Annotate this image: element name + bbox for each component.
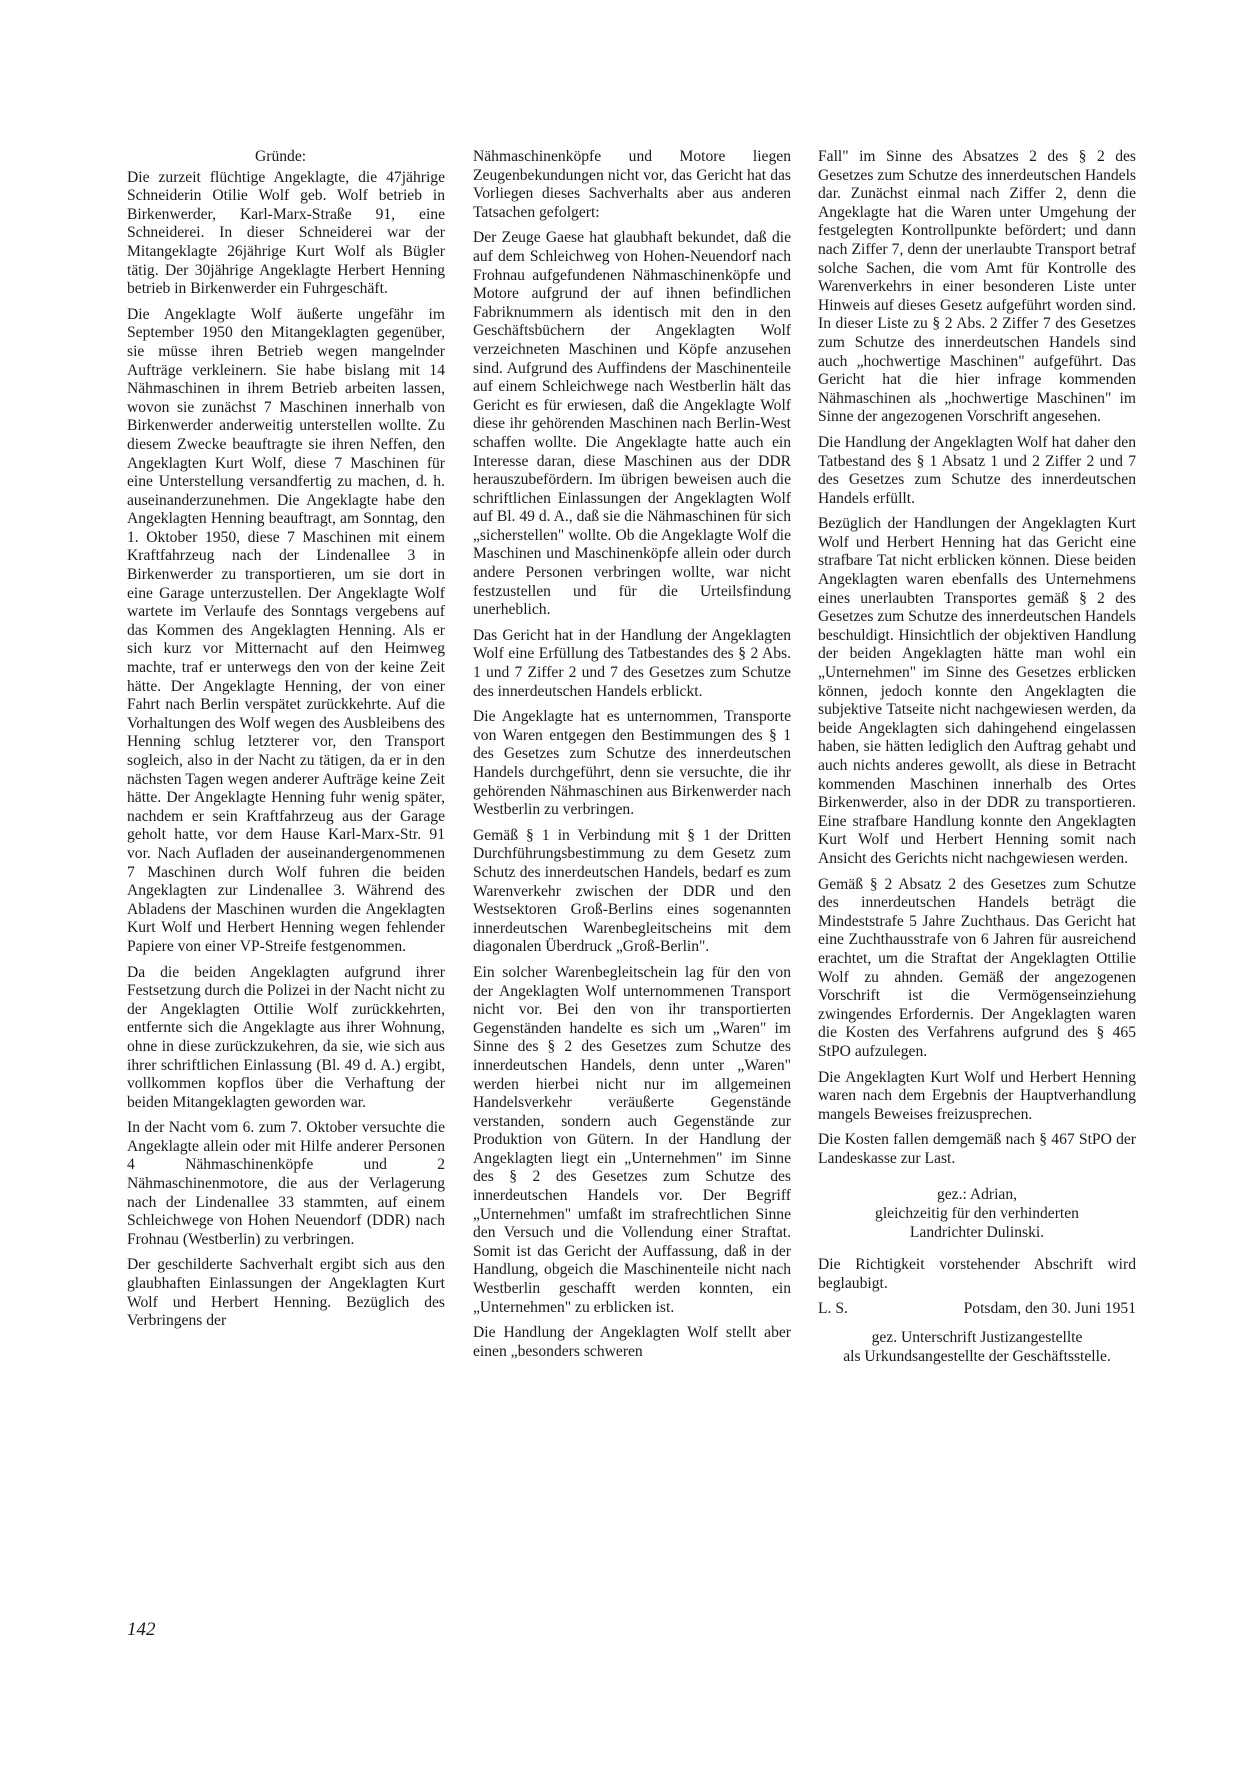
paragraph: Die Angeklagte hat es unternommen, Transporte von Waren entgegen den Bestimmungen des § 1 des Gesetzes zum Schutze des innerdeutschen Handels durchgeführt, denn sie versuchte, die ihr gehörenden Nähmaschinen aus Birkenwerder nach Westberlin zu verbringen. [473, 708, 791, 819]
paragraph: Die Angeklagte Wolf äußerte ungefähr im September 1950 den Mitangeklagten gegenüber, sie müsse ihren Betrieb wegen mangelnder Aufträge verkleinern. Sie habe bislang mit 14 Nähmaschinen in ihrem Betrieb arbeiten lassen, wovon sie zunächst 7 Maschinen innerhalb von Birkenwerder anderweitig unterstellen wollte. Zu diesem Zwecke beauftragte sie ihren Neffen, den Angeklagten Kurt Wolf, diese 7 Maschinen für eine Unterstellung versandfertig zu machen, d. h. auseinanderzunehmen. Die Angeklagte habe den Angeklagten Henning beauftragt, am Sonntag, den 1. Oktober 1950, diese 7 Maschinen mit einem Kraftfahrzeug nach der Lindenallee 3 in Birkenwerder zu transportieren, um sie dort in eine Garage unterzustellen. Der Angeklagte Wolf wartete im Verlaufe des Sonntags vergebens auf das Kommen des Angeklagten Henning. Als er sich kurz vor Mitternacht auf den Heimweg machte, traf er unterwegs den von der keine Zeit hätte. Der Angeklagte Henning, der von einer Fahrt nach Berlin verspätet zurückkehrte. Auf die Vorhaltungen des Wolf wegen des Ausbleibens des Henning schlug letzterer vor, den Transport sogleich, also in der Nacht zu tätigen, da er in den nächsten Tagen wegen anderer Aufträge keine Zeit hätte. Der Angeklagte Henning fuhr wenig später, nachdem er sein Kraftfahrzeug aus der Garage geholt hatte, vor dem Hause Karl-Marx-Str. 91 vor. Nach Aufladen der auseinandergenommenen 7 Maschinen durch Wolf fuhren die beiden Angeklagten zur Lindenallee 3. Während des Abladens der Maschinen wurden die Angeklagten Kurt Wolf und Herbert Henning wegen fehlender Papiere von einer VP-Streife festgenommen. [127, 305, 445, 955]
section-heading: Gründe: [255, 148, 307, 165]
paragraph: Der geschilderte Sachverhalt ergibt sich aus den glaubhaften Einlassungen der Angeklagten Kurt Wolf und Herbert Henning. Bezüglich des Verbringens der [127, 1256, 445, 1330]
column-2 [473, 148, 791, 1368]
paragraph: Da die beiden Angeklagten aufgrund ihrer Festsetzung durch die Polizei in der Nacht nicht zu der Angeklagten Ottilie Wolf zurückkehrten, entfernte sich die Angeklagte aus ihrer Wohnung, ohne in diese zurückzukehren, da sie, wie sich aus ihrer schriftlichen Einlassung (Bl. 49 d. A.) ergibt, vollkommen kopflos über die Verhaftung der beiden Mitangeklagten geworden war. [127, 963, 445, 1111]
paragraph: Fall" im Sinne des Absatzes 2 des § 2 des Gesetzes zum Schutze des innerdeutschen Handels dar. Zunächst einmal nach Ziffer 2, denn die Angeklagte hat die Waren unter Umgehung der festgelegten Kontrollpunkte befördert; und dann nach Ziffer 7, denn der unerlaubte Transport betraf solche Sachen, die vom Amt für Kontrolle des Warenverkehrs in einer besonderen Liste unter Hinweis auf dieses Gesetz aufgeführt worden sind. In dieser Liste zu § 2 Abs. 2 Ziffer 7 des Gesetzes zum Schutze des innerdeutschen Handels sind auch „hochwertige Maschinen" aufgeführt. Das Gericht hat die hier infrage kommenden Nähmaschinen als „hochwertige Maschinen" im Sinne der angezogenen Vorschrift angesehen. [818, 148, 1136, 426]
signature-line: gez.: Adrian, [936, 1186, 1018, 1204]
paragraph: Die zurzeit flüchtige Angeklagte, die 47jährige Schneiderin Otilie Wolf geb. Wolf betrieb in Birkenwerder, Karl-Marx-Straße 91, eine Schneiderei. In dieser Schneiderei war der Mitangeklagte 26jährige Kurt Wolf als Bügler tätig. Der 30jährige Angeklagte Herbert Henning betrieb in Birkenwerder ein Fuhrgeschäft. [127, 168, 445, 298]
paragraph: Die Kosten fallen demgemäß nach § 467 StPO der Landeskasse zur Last. [818, 1131, 1136, 1167]
column-3 [818, 148, 1136, 1366]
paragraph: Gemäß § 2 Absatz 2 des Gesetzes zum Schutze des innerdeutschen Handels beträgt die Mindeststrafe 5 Jahre Zuchthaus. Das Gericht hat eine Zuchthausstrafe von 6 Jahren für ausreichend erachtet, um die Straftat der Angeklagten Ottilie Wolf zu ahnden. Gemäß der angezogenen Vorschrift ist die Vermögenseinziehung zwingendes Erfordernis. Der Angeklagten waren die Kosten des Verfahrens aufgrund des § 465 StPO aufzulegen. [818, 875, 1136, 1060]
column-1 [127, 148, 445, 1338]
paragraph: In der Nacht vom 6. zum 7. Oktober versuchte die Angeklagte allein oder mit Hilfe anderer Personen 4 Nähmaschinenköpfe und 2 Nähmaschinenmotore, die aus der Verlagerung nach der Lindenallee 33 stammten, auf einem Schleichwege von Hohen Neuendorf (DDR) nach Frohnau (Westberlin) zu verbringen. [127, 1119, 445, 1248]
clerk-signature [818, 1329, 1136, 1366]
paragraph: Die Angeklagten Kurt Wolf und Herbert Henning waren nach dem Ergebnis der Hauptverhandlung mangels Beweises freizusprechen. [818, 1068, 1136, 1123]
paragraph: Das Gericht hat in der Handlung der Angeklagten Wolf eine Erfüllung des Tatbestandes des § 2 Abs. 1 und 7 Ziffer 2 und 7 des Gesetzes zum Schutze des innerdeutschen Handels erblickt. [473, 626, 791, 700]
certification-text: Die Richtigkeit vorstehender Abschrift wird beglaubigt. [818, 1256, 1136, 1292]
signature-line: gez. Unterschrift Justizangestellte [871, 1329, 1083, 1347]
page-number: 142 [127, 1619, 156, 1640]
judge-signature [818, 1186, 1136, 1242]
paragraph: Ein solcher Warenbegleitschein lag für den von der Angeklagten Wolf unternommenen Transport nicht vor. Bei den von ihr transportierten Gegenständen handelte es sich um „Waren" im Sinne des § 2 des Gesetzes zum Schutze des innerdeutschen Handels, denn unter „Waren" werden hierbei nicht nur im allgemeinen Handelsverkehr veräußerte Gegenstände verstanden, sondern auch Gegenstände zur Produktion von Gütern. In der Handlung der Angeklagten liegt ein „Unternehmen" im Sinne des § 2 des Gesetzes zum Schutze des innerdeutschen Handels vor. Der Begriff „Unternehmen" umfaßt im strafrechtlichen Sinne den Versuch und die Vollendung einer Straftat. Somit ist das Gericht der Auffassung, daß in der Handlung, obgeich die Maschinenteile nicht nach Westberlin geschafft werden konnten, ein „Unternehmen" zu erblicken ist. [473, 963, 791, 1316]
signature-line: als Urkundsangestellte der Geschäftsstelle. [843, 1347, 1111, 1365]
seal-date-line [818, 1300, 1136, 1319]
seal-label: L. S. [818, 1300, 848, 1318]
paragraph: Gemäß § 1 in Verbindung mit § 1 der Dritten Durchführungsbestimmung zu dem Gesetz zum Schutz des innerdeutschen Handels, bedarf es zum Warenverkehr zwischen der DDR und den Westsektoren Groß-Berlins eines sogenannten innerdeutschen Warenbegleitscheins mit dem diagonalen Überdruck „Groß-Berlin". [473, 826, 791, 956]
paragraph: Nähmaschinenköpfe und Motore liegen Zeugenbekundungen nicht vor, das Gericht hat das Vorliegen dieses Sachverhalts aber aus anderen Tatsachen gefolgert: [473, 148, 791, 221]
signature-line: Landrichter Dulinski. [909, 1223, 1045, 1241]
paragraph: Die Handlung der Angeklagten Wolf stellt aber einen „besonders schweren [473, 1324, 791, 1360]
paragraph: Bezüglich der Handlungen der Angeklagten Kurt Wolf und Herbert Henning hat das Gericht eine strafbare Tat nicht erblicken können. Diese beiden Angeklagten waren ebenfalls des Unternehmens eines unerlaubten Transportes gemäß § 2 des Gesetzes zum Schutze des innerdeutschen Handels beschuldigt. Hinsichtlich der objektiven Handlung der beiden Angeklagten hätte man wohl ein „Unternehmen" im Sinne des Gesetzes erblicken können, jedoch konnte den Angeklagten die subjektive Tatseite nicht nachgewiesen werden, da beide Angeklagten sich dahingehend eingelassen haben, sie hätten lediglich den Auftrag gehabt und auch nichts anderes gewollt, als diese in Betracht kommenden Maschinen innerhalb des Ortes Birkenwerder, also in der DDR zu transportieren. Eine strafbare Handlung konnte den Angeklagten Kurt Wolf und Herbert Henning somit nach Ansicht des Gerichts nicht nachgewiesen werden. [818, 515, 1136, 867]
paragraph: Der Zeuge Gaese hat glaubhaft bekundet, daß die auf dem Schleichweg von Hohen-Neuendorf nach Frohnau aufgefundenen Nähmaschinenköpfe und Motore aufgrund der auf ihnen befindlichen Fabriknummern als identisch mit den in den Geschäftsbüchern der Angeklagten Wolf verzeichneten Maschinen und Köpfe anzusehen sind. Aufgrund des Auffindens der Maschinenteile auf einem Schleichwege nach Westberlin hält das Gericht es für erwiesen, daß die Angeklagte Wolf diese ihr gehörenden Maschinen nach Berlin-West schaffen wollte. Die Angeklagte hatte auch ein Interesse daran, diese Maschinen aus der DDR herauszubefördern. Im übrigen beweisen auch die schriftlichen Einlassungen der Angeklagten Wolf auf Bl. 49 d. A., daß sie die Nähmaschinen für sich „sicherstellen" wollte. Ob die Angeklagte Wolf die Maschinen und Maschinenköpfe allein oder durch andere Personen verbringen wollte, war nicht festzustellen und für die Urteilsfindung unerheblich. [473, 229, 791, 619]
place-date: Potsdam, den 30. Juni 1951 [963, 1300, 1136, 1318]
paragraph: Die Handlung der Angeklagten Wolf hat daher den Tatbestand des § 1 Absatz 1 und 2 Ziffer 2 und 7 des Gesetzes zum Schutze des innerdeutschen Handels erfüllt. [818, 433, 1136, 507]
signature-line: gleichzeitig für den verhinderten [875, 1205, 1079, 1223]
